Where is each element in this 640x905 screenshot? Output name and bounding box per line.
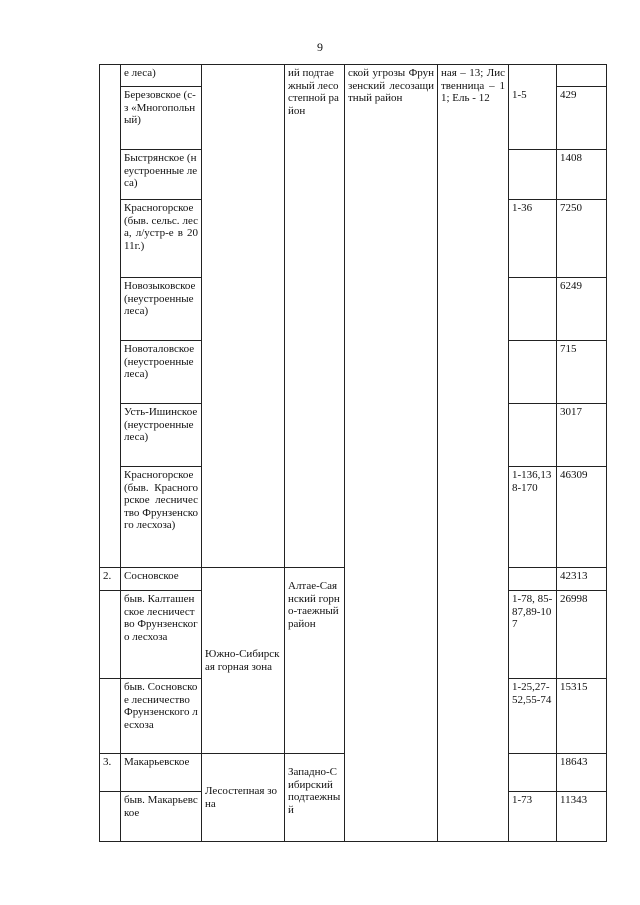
area-cell: 15315 [557,679,607,754]
area-cell: 715 [557,341,607,404]
forestry-name-cell: быв. Калташенское лесничество Фрунзенского лесхоза [121,591,202,679]
forest-register-table [99,64,607,842]
quarters-cell: 1-25,27-52,55-74 [509,679,557,754]
forest-zone-cell [202,65,285,568]
forest-region-cell: ий подтаежный лесостепной район [285,65,345,568]
quarters-cell: 1-73 [509,792,557,842]
forest-zone-cell: Южно-Сибирская горная зона [202,568,285,754]
row-number-cell: 3. [100,754,121,792]
area-cell: 7250 [557,200,607,278]
area-cell: 42313 [557,568,607,591]
species-composition-cell: ная – 13; Лиственница – 11; Ель - 12 [438,65,509,842]
forestry-name-cell: быв. Макарьевское [121,792,202,842]
forestry-name-cell: Новозыковское (неустроенные леса) [121,278,202,341]
quarters-cell: 1-78, 85-87,89-107 [509,591,557,679]
quarters-cell: 1-136,138-170 [509,467,557,568]
area-cell: 3017 [557,404,607,467]
forestry-name-cell: е леса) [121,65,202,87]
quarters-cell [509,404,557,467]
quarters-cell [509,754,557,792]
page-number: 9 [317,40,323,54]
quarters-cell [509,341,557,404]
forest-zone-cell: Лесостепная зона [202,754,285,842]
forestry-name-cell: Быстрянское (неустроенные леса) [121,150,202,200]
row-number-cell: 2. [100,568,121,591]
area-cell: 429 [557,87,607,150]
area-cell: 1408 [557,150,607,200]
forestry-name-cell: Красногорское (быв. Красногорское лесничество Фрунзенского лесхоза) [121,467,202,568]
row-number-cell [100,792,121,842]
table-row [100,65,607,87]
forestry-name-cell: Макарьевское [121,754,202,792]
area-cell: 26998 [557,591,607,679]
quarters-cell: 1-5 [509,65,557,150]
row-number-cell [100,591,121,679]
area-cell: 46309 [557,467,607,568]
row-number-cell [100,679,121,754]
forestry-name-cell: Сосновское [121,568,202,591]
quarters-cell [509,278,557,341]
area-cell: 18643 [557,754,607,792]
quarters-cell [509,150,557,200]
quarters-cell: 1-36 [509,200,557,278]
area-cell: 11343 [557,792,607,842]
quarters-cell [509,568,557,591]
forest-region-cell: Алтае-Саянский горно-таежный район [285,568,345,754]
forestry-name-cell: Красногорское (быв. сельс. леса, л/устр-е в 2011г.) [121,200,202,278]
row-number-cell [100,65,121,568]
forestry-name-cell: Усть-Ишинское (неустроенные леса) [121,404,202,467]
area-cell: 6249 [557,278,607,341]
forest-region-cell: Западно-Сибирский подтаежный [285,754,345,842]
area-cell [557,65,607,87]
forestry-name-cell: Новоталовское (неустроенные леса) [121,341,202,404]
forestry-name-cell: быв. Сосновское лесничество Фрунзенского лесхоза [121,679,202,754]
forestry-name-cell: Березовское (с-з «Многопольный) [121,87,202,150]
protective-category-cell: ской угрозы Фрунзенский лесозащитный район [345,65,438,842]
